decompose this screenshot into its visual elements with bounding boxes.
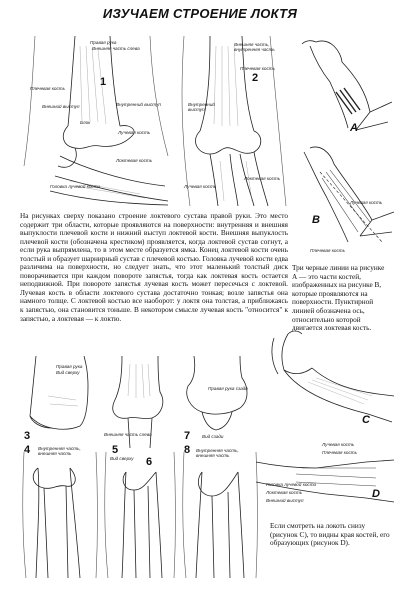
label-radius: Лучевая кость (322, 442, 355, 447)
bottom-paragraph: Если смотреть на локоть снизу (рисунок C), то видны края костей, его образующих (рисунок D). (270, 522, 390, 548)
figure-2 (180, 36, 290, 206)
label-radius: Лучевая кость (350, 200, 383, 205)
figure-number: 1 (100, 76, 107, 88)
figure-number: 5 (112, 444, 119, 456)
figure-1 (20, 36, 170, 206)
label-radius: Лучевая кость (118, 130, 151, 135)
figure-number: 3 (24, 430, 31, 442)
label-inner-epicondyle: Внутренний выступ (116, 102, 161, 107)
figure-letter: A (350, 122, 358, 134)
figure-b (296, 142, 396, 260)
label-view: Вид сзади (202, 434, 224, 439)
main-paragraph: На рисунках сверху показано строение локтевого сустава правой руки. Это место содержит три области, которые проявляются на поверхности: внутренняя и внешняя выпуклости плечевой кости и нижний выступ локтевой кости. Внешняя выпуклость плечевой кости (обозначена крестиком) проявляется, когда локтевой сустав согнут, а если рука выпрямлена, то в этом месте образуется ямка. Конец локтевой кости очень толстый и образует шарнирный сустав с плечевой костью. Головка лучевой кости едва различима на поверхности, но следует знать, что этот маленький толстый диск поворачивается при каждом повороте запястья, тогда как локтевая кость остается неподвижной. При повороте запястья лучевая кость может пересечься с локтевой. Лучевая кость в области локтевого сустава достаточно тонкая; возле запястья она намного толще. С локтевой костью все наоборот: у локтя она толстая, а приближаясь к запястью, она становится тоньше. В некотором смысле лучевая кость "относится" к запястью, а локтевая — к локтю. (20, 212, 288, 323)
label-view: Внутренняя часть, внешняя часть (38, 446, 81, 456)
label-humerus: Плечевая кость (240, 66, 275, 71)
label-top-view: Вид сверху (56, 370, 80, 375)
label-radius: Лучевая кость (184, 184, 217, 189)
figure-5-6 (102, 356, 178, 578)
label-view-2: Правая рука сзади (208, 386, 248, 391)
figure-number: 2 (252, 72, 259, 84)
label-right-arm: Правая рука (56, 364, 83, 369)
label-right-arm: Правая рука (90, 40, 117, 45)
figure-3-4 (22, 356, 100, 578)
figure-number: 8 (184, 444, 191, 456)
figure-a (296, 32, 396, 142)
label-outer-epicondyle: Внешний выступ (42, 104, 80, 109)
side-paragraph: Три черные линии на рисунке А — это части костей, изображенных на рисунке В, которые проявляются на поверхности. Пунктирной линией обозначена ось, относительно которой двигается локтевая кость. (292, 264, 385, 333)
figure-letter: D (372, 488, 380, 500)
label-radius-head: Головка лучевой кости (266, 482, 317, 487)
figure-letter: C (362, 414, 370, 426)
figure-d (256, 438, 396, 516)
arm-sketch-c (268, 330, 396, 430)
label-humerus: Плечевая кость (30, 86, 65, 91)
figure-letter: B (312, 214, 320, 226)
label-view: Внутренняя часть, внешняя часть (196, 448, 239, 458)
label-ulna: Локтевая кость (116, 158, 153, 163)
label-radius-head: Головка лучевой кости (50, 184, 101, 189)
label-humerus: Плечевая кость (310, 248, 345, 253)
label-outer-view: Внешняя часть слева (92, 46, 140, 51)
label-epicondyle: Внешний выступ (266, 498, 304, 503)
label-humerus: Плечевая кость (322, 450, 357, 455)
figure-7-8 (180, 356, 260, 578)
figure-c (268, 330, 396, 430)
label-view: Внешняя часть, внутренняя часть (234, 42, 275, 52)
page-title: ИЗУЧАЕМ СТРОЕНИЕ ЛОКТЯ (102, 6, 298, 21)
figure-number: 6 (146, 456, 153, 468)
label-ulna: Локтевая кость (266, 490, 303, 495)
elbow-views-3-4 (22, 356, 100, 578)
label-view: Внешняя часть слева (104, 432, 152, 437)
label-ulna: Локтевая кость (244, 176, 281, 181)
label-block: Блок (80, 120, 91, 125)
figure-number: 7 (184, 430, 191, 442)
label-inner-epicondyle: Внутренний выступ (188, 102, 215, 112)
elbow-views-5-6 (102, 356, 178, 578)
label-top-view: Вид сверху (110, 456, 134, 461)
figure-number: 4 (24, 444, 31, 456)
arm-sketch-a (296, 32, 396, 142)
